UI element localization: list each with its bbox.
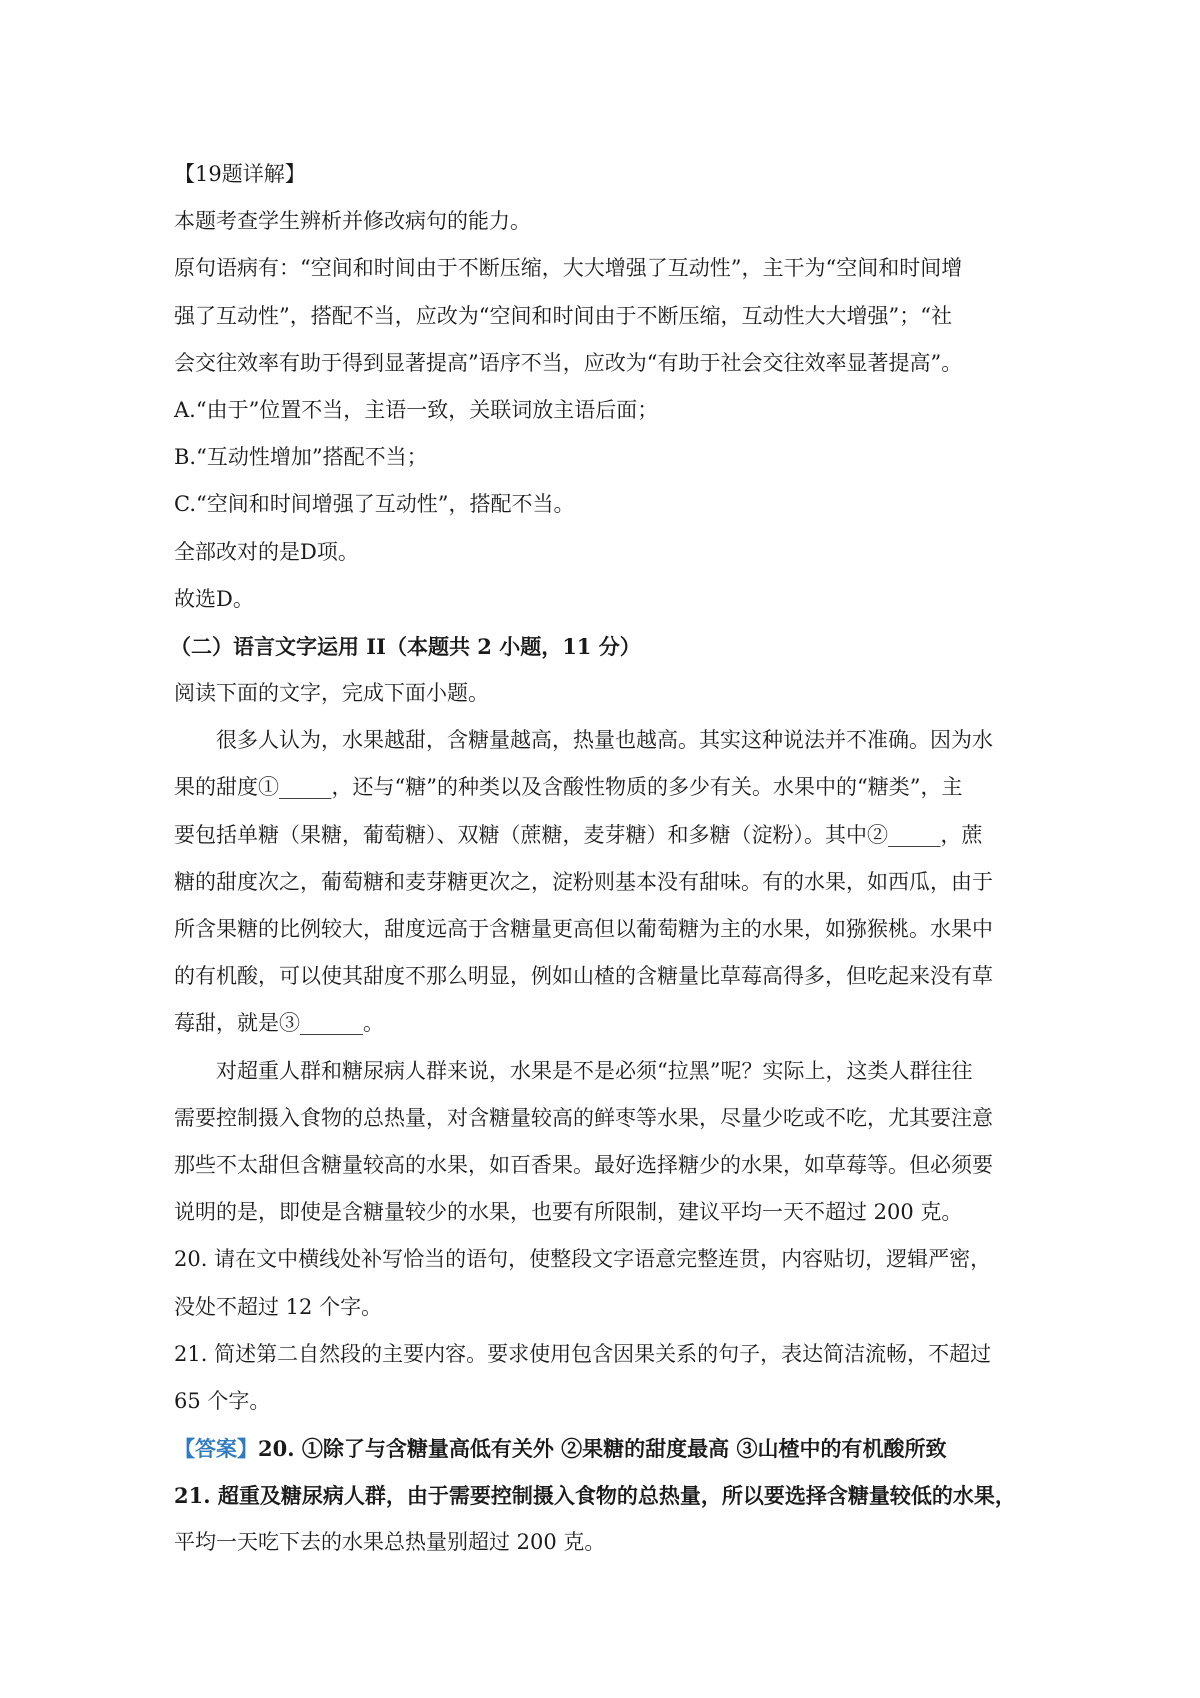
q19-analysis-line-2: 强了互动性”，搭配不当，应改为“空间和时间由于不断压缩，互动性大大增强”；“社 <box>174 303 952 328</box>
q19-option-b: B.“互动性增加”搭配不当； <box>174 445 428 470</box>
passage-line: 所含果糖的比例较大，甜度远高于含糖量更高但以葡萄糖为主的水果，如猕猴桃。水果中 <box>174 917 993 941</box>
passage-line: 很多人认为，水果越甜，含糖量越高，热量也越高。其实这种说法并不准确。因为水 <box>216 728 993 753</box>
section-title: （二）语言文字运用 II（本题共 2 小题，11 分） <box>170 633 641 659</box>
passage-line: 糖的甜度次之，葡萄糖和麦芽糖更次之，淀粉则基本没有甜味。有的水果，如西瓜，由于 <box>174 869 993 894</box>
q19-intro: 本题考查学生辨析并修改病句的能力。 <box>174 209 531 234</box>
q19-option-c: C.“空间和时间增强了互动性”，搭配不当。 <box>174 492 575 517</box>
document-page <box>170 151 1036 1567</box>
q19-analysis-line-1: 原句语病有：“空间和时间由于不断压缩，大大增强了互动性”，主干为“空间和时间增 <box>174 256 963 281</box>
q19-analysis-line-3: 会交往效率有助于得到显著提高”语序不当，应改为“有助于社会交往效率显著提高”。 <box>174 350 963 375</box>
question-21-line-2: 65 个字。 <box>174 1388 271 1413</box>
instruction: 阅读下面的文字，完成下面小题。 <box>174 681 489 706</box>
blank-1: ①_____ <box>258 775 332 800</box>
passage-paragraph-1 <box>174 717 1036 1047</box>
passage-line: 的有机酸，可以使其甜度不那么明显，例如山楂的含糖量比草莓高得多，但吃起来没有草 <box>174 964 993 989</box>
q19-option-a: A.“由于”位置不当，主语一致，关联词放主语后面； <box>174 397 659 422</box>
passage-line: 那些不太甜但含糖量较高的水果，如百香果。最好选择糖少的水果，如草莓等。但必须要 <box>174 1152 993 1177</box>
question-21-line-1: 21. 简述第二自然段的主要内容。要求使用包含因果关系的句子，表达简洁流畅，不超过 <box>174 1341 992 1366</box>
answer-21-line-1: 21. 超重及糖尿病人群，由于需要控制摄入食物的总热量，所以要选择含糖量较低的水果， <box>174 1483 1016 1509</box>
blank-2: ②_____ <box>867 822 941 847</box>
passage-line: 莓甜，就是③______。 <box>174 1011 384 1036</box>
blank-3: ③______ <box>279 1011 363 1036</box>
q19-choice: 故选D。 <box>174 586 254 611</box>
passage-paragraph-2 <box>174 1048 1036 1237</box>
question-20-line-1: 20. 请在文中横线处补写恰当的语句，使整段文字语意完整连贯，内容贴切，逻辑严密， <box>174 1247 992 1272</box>
answer-tag: 【答案】 <box>174 1436 258 1462</box>
passage-line: 果的甜度①_____，还与“糖”的种类以及含酸性物质的多少有关。水果中的“糖类”，主 <box>174 775 963 800</box>
q19-conclusion: 全部改对的是D项。 <box>174 539 359 564</box>
answer-21-line-2: 平均一天吃下去的水果总热量别超过 200 克。 <box>174 1530 606 1555</box>
passage-line: 需要控制摄入食物的总热量，对含糖量较高的鲜枣等水果，尽量少吃或不吃，尤其要注意 <box>174 1105 993 1130</box>
passage-line: 说明的是，即使是含糖量较少的水果，也要有所限制，建议平均一天不超过 200 克。 <box>174 1200 963 1225</box>
answer-20: 【答案】20. ①除了与含糖量高低有关外 ②果糖的甜度最高 ③山楂中的有机酸所致 <box>174 1436 947 1462</box>
question-20-line-2: 没处不超过 12 个字。 <box>174 1294 383 1319</box>
passage-line: 要包括单糖（果糖，葡萄糖）、双糖（蔗糖，麦芽糖）和多糖（淀粉）。其中②_____，蔗 <box>174 822 983 847</box>
passage-line: 对超重人群和糖尿病人群来说，水果是不是必须“拉黑”呢？实际上，这类人群往往 <box>216 1058 973 1083</box>
q19-heading: 【19题详解】 <box>174 162 306 186</box>
